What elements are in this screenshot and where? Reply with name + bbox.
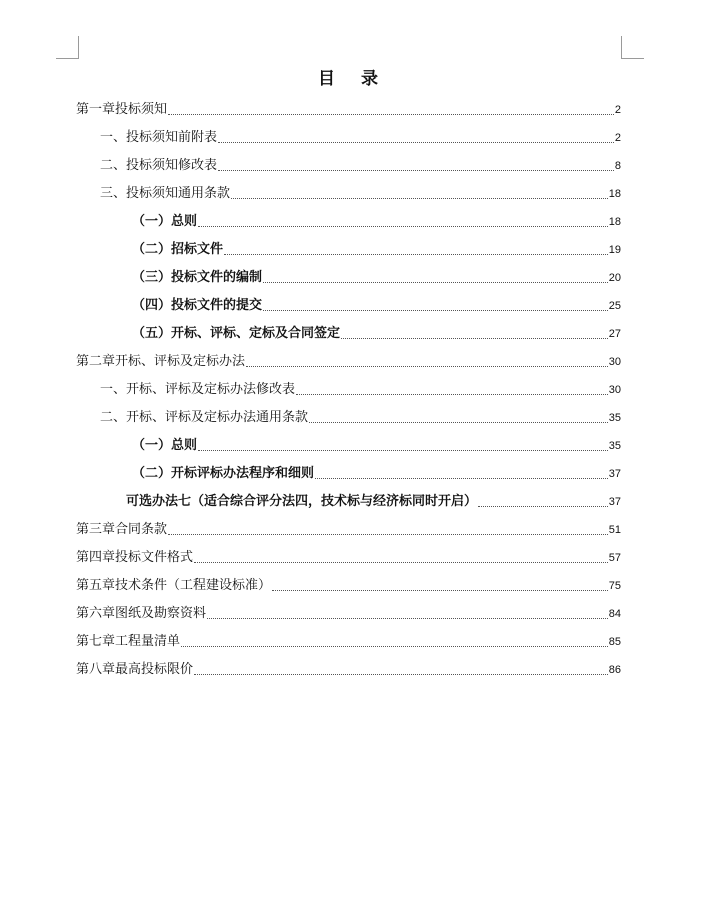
toc-entry-text: （二）招标文件: [132, 242, 224, 257]
dot-leader: [341, 338, 608, 339]
toc-entry-page: 30: [608, 384, 621, 396]
toc-entry-page: 2: [614, 132, 621, 144]
dot-leader: [231, 198, 608, 199]
toc-entry[interactable]: [76, 150, 621, 178]
toc-entry-page: 37: [608, 496, 621, 508]
toc-entry-text: （三）投标文件的编制: [132, 270, 263, 285]
toc-entry-text: 第四章投标文件格式: [76, 550, 194, 565]
dot-leader: [207, 618, 608, 619]
toc-entry-page: 51: [608, 524, 621, 536]
toc-entry-page: 75: [608, 580, 621, 592]
dot-leader: [272, 590, 608, 591]
dot-leader: [246, 366, 608, 367]
dot-leader: [309, 422, 608, 423]
toc-entry-page: 35: [608, 412, 621, 424]
toc-entry-text: 第五章技术条件（工程建设标准）: [76, 578, 272, 593]
dot-leader: [181, 646, 608, 647]
toc-entry-text: 第八章最高投标限价: [76, 662, 194, 677]
dot-leader: [194, 562, 608, 563]
table-of-contents: [76, 94, 621, 682]
crop-mark-top-left: [56, 36, 79, 59]
toc-entry[interactable]: [76, 318, 621, 346]
toc-entry[interactable]: [76, 94, 621, 122]
toc-entry-page: 86: [608, 664, 621, 676]
toc-entry-page: 35: [608, 440, 621, 452]
toc-entry[interactable]: [76, 514, 621, 542]
toc-entry-text: 二、开标、评标及定标办法通用条款: [100, 410, 309, 425]
toc-entry-page: 8: [614, 160, 621, 172]
toc-entry-page: 25: [608, 300, 621, 312]
toc-entry-text: （二）开标评标办法程序和细则: [132, 466, 315, 481]
toc-entry-text: 第三章合同条款: [76, 522, 168, 537]
dot-leader: [198, 450, 608, 451]
dot-leader: [168, 114, 614, 115]
toc-entry[interactable]: [76, 262, 621, 290]
toc-entry-text: 三、投标须知通用条款: [100, 186, 231, 201]
toc-entry[interactable]: [76, 374, 621, 402]
toc-entry-page: 19: [608, 244, 621, 256]
toc-entry-text: （一）总则: [132, 214, 198, 229]
toc-title: 目 录: [318, 69, 388, 89]
toc-entry-text: 一、投标须知前附表: [100, 130, 218, 145]
dot-leader: [296, 394, 608, 395]
dot-leader: [218, 142, 614, 143]
dot-leader: [168, 534, 608, 535]
toc-entry[interactable]: [76, 122, 621, 150]
toc-entry[interactable]: [76, 570, 621, 598]
dot-leader: [263, 310, 608, 311]
toc-entry[interactable]: [76, 346, 621, 374]
toc-entry[interactable]: [76, 430, 621, 458]
toc-entry[interactable]: [76, 234, 621, 262]
toc-entry-page: 30: [608, 356, 621, 368]
dot-leader: [224, 254, 608, 255]
toc-entry[interactable]: [76, 542, 621, 570]
dot-leader: [198, 226, 608, 227]
crop-mark-top-right: [621, 36, 644, 59]
dot-leader: [218, 170, 614, 171]
toc-entry-text: （五）开标、评标、定标及合同签定: [132, 326, 341, 341]
toc-entry-page: 57: [608, 552, 621, 564]
toc-entry-text: 二、投标须知修改表: [100, 158, 218, 173]
toc-entry-text: 可选办法七（适合综合评分法四，技术标与经济标同时开启）: [126, 494, 478, 509]
toc-entry-text: 第一章投标须知: [76, 102, 168, 117]
toc-entry-page: 85: [608, 636, 621, 648]
toc-entry-text: （四）投标文件的提交: [132, 298, 263, 313]
toc-entry-text: 第六章图纸及勘察资料: [76, 606, 207, 621]
toc-entry-page: 18: [608, 188, 621, 200]
dot-leader: [315, 478, 608, 479]
toc-entry-page: 18: [608, 216, 621, 228]
toc-entry[interactable]: [76, 654, 621, 682]
toc-entry-page: 27: [608, 328, 621, 340]
toc-entry[interactable]: [76, 178, 621, 206]
toc-entry[interactable]: [76, 626, 621, 654]
toc-entry[interactable]: [76, 458, 621, 486]
toc-entry[interactable]: [76, 206, 621, 234]
toc-entry[interactable]: [76, 290, 621, 318]
toc-entry[interactable]: [76, 486, 621, 514]
dot-leader: [263, 282, 608, 283]
toc-entry[interactable]: [76, 402, 621, 430]
dot-leader: [478, 506, 608, 507]
toc-entry-page: 2: [614, 104, 621, 116]
toc-entry[interactable]: [76, 598, 621, 626]
toc-entry-page: 84: [608, 608, 621, 620]
toc-entry-page: 20: [608, 272, 621, 284]
toc-entry-page: 37: [608, 468, 621, 480]
toc-entry-text: 第二章开标、评标及定标办法: [76, 354, 246, 369]
dot-leader: [194, 674, 608, 675]
toc-entry-text: （一）总则: [132, 438, 198, 453]
toc-entry-text: 第七章工程量清单: [76, 634, 181, 649]
toc-entry-text: 一、开标、评标及定标办法修改表: [100, 382, 296, 397]
